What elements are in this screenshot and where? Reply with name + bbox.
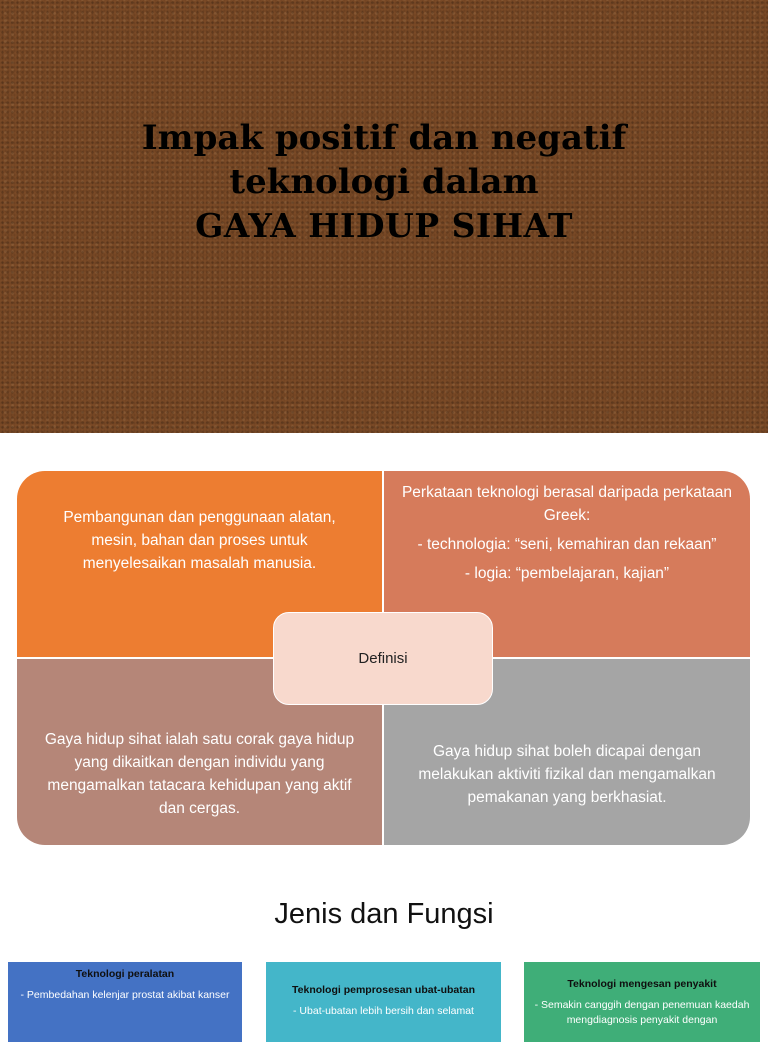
- center-label-box: [273, 612, 493, 705]
- title-line-1: Impak positif dan negatif: [141, 118, 627, 158]
- card-drug-processing-technology: [266, 962, 501, 1042]
- quadrant-top-left-text: Pembangunan dan penggunaan alatan, mesin, bahan dan proses untuk menyelesaikan masalah manusia.: [63, 509, 336, 572]
- center-label: Definisi: [358, 650, 408, 667]
- quadrant-top-right-line-2: - technologia: “seni, kemahiran dan rekaan”: [417, 536, 717, 553]
- title-line-2: teknologi dalam: [229, 162, 539, 202]
- card-title: Teknologi mengesan penyakit: [567, 978, 717, 990]
- card-body: - Semakin canggih dengan penemuan kaedah mengdiagnosis penyakit dengan: [534, 999, 750, 1026]
- card-title: Teknologi pemprosesan ubat-ubatan: [292, 984, 475, 996]
- card-title: Teknologi peralatan: [75, 968, 175, 980]
- card-disease-detection-technology: [524, 962, 760, 1042]
- card-body: - Pembedahan kelenjar prostat akibat kanser: [20, 989, 230, 1001]
- quadrant-top-right-line-3: - logia: “pembelajaran, kajian”: [464, 565, 670, 582]
- quadrant-bottom-right-text: Gaya hidup sihat boleh dicapai dengan melakukan aktiviti fizikal dan mengamalkan pemakanan yang berkhasiat.: [418, 742, 716, 806]
- card-body: - Ubat-ubatan lebih bersih dan selamat: [293, 1005, 474, 1017]
- quadrant-top-right-line-1: Perkataan teknologi berasal daripada perkataan Greek:: [401, 484, 733, 524]
- definition-slide: [0, 433, 768, 866]
- types-slide: [0, 866, 768, 1024]
- title-slide: [0, 0, 768, 433]
- card-equipment-technology: [8, 962, 242, 1042]
- types-slide-title: Jenis dan Fungsi: [274, 898, 494, 930]
- title-line-3: GAYA HIDUP SIHAT: [195, 206, 573, 245]
- quadrant-bottom-left-text: Gaya hidup sihat ialah satu corak gaya hidup yang dikaitkan dengan individu yang mengamalkan tatacara kehidupan yang aktif dan cergas.: [44, 731, 355, 817]
- slide-title: [40, 116, 728, 248]
